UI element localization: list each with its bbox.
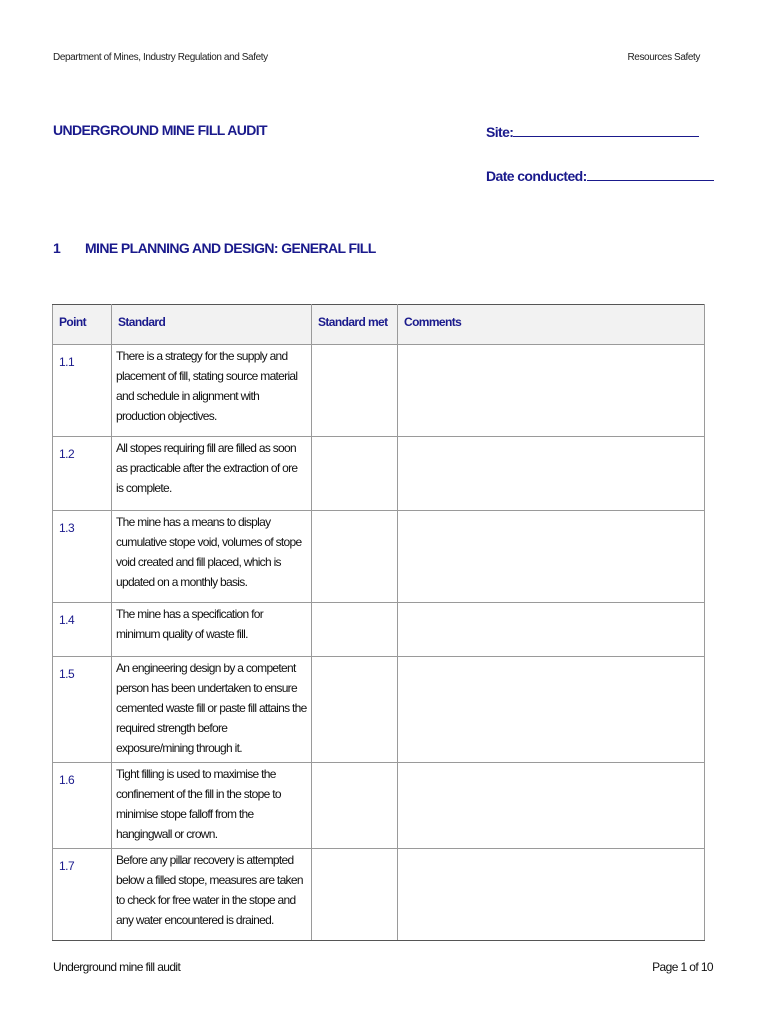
point-cell: 1.5	[53, 657, 112, 763]
table-row	[53, 603, 705, 657]
column-header-standard: Standard	[112, 305, 312, 345]
standard-met-cell[interactable]	[312, 657, 398, 763]
standard-cell: There is a strategy for the supply and placement of fill, stating source material and schedule in alignment with production objectives.	[112, 345, 312, 437]
page-footer-title: Underground mine fill audit	[53, 960, 181, 974]
standard-met-cell[interactable]	[312, 345, 398, 437]
comments-cell[interactable]	[398, 345, 705, 437]
standard-met-cell[interactable]	[312, 511, 398, 603]
point-cell: 1.3	[53, 511, 112, 603]
comments-cell[interactable]	[398, 603, 705, 657]
page-header-department: Department of Mines, Industry Regulation and Safety	[53, 52, 268, 63]
standard-cell: Tight filling is used to maximise the confinement of the fill in the stope to minimise stope falloff from the hangingwall or crown.	[112, 763, 312, 849]
comments-cell[interactable]	[398, 511, 705, 603]
page-header-division: Resources Safety	[627, 52, 700, 63]
standard-cell: Before any pillar recovery is attempted below a filled stope, measures are taken to check for free water in the stope and any water encountered is drained.	[112, 849, 312, 941]
table-row	[53, 511, 705, 603]
comments-cell[interactable]	[398, 437, 705, 511]
standard-cell: An engineering design by a competent person has been undertaken to ensure cemented waste fill or paste fill attains the required strength before exposure/mining through it.	[112, 657, 312, 763]
table-row	[53, 657, 705, 763]
table-row	[53, 849, 705, 941]
standard-cell: The mine has a means to display cumulative stope void, volumes of stope void created and fill placed, which is updated on a monthly basis.	[112, 511, 312, 603]
comments-cell[interactable]	[398, 763, 705, 849]
audit-table	[52, 304, 705, 941]
standard-cell: The mine has a specification for minimum quality of waste fill.	[112, 603, 312, 657]
section-heading	[53, 240, 376, 256]
site-label: Site:	[486, 124, 514, 140]
column-header-comments: Comments	[398, 305, 705, 345]
section-title: MINE PLANNING AND DESIGN: GENERAL FILL	[85, 240, 376, 256]
standard-met-cell[interactable]	[312, 603, 398, 657]
table-row	[53, 345, 705, 437]
date-conducted-field	[486, 166, 714, 184]
page-number: Page 1 of 10	[652, 960, 713, 974]
point-cell: 1.7	[53, 849, 112, 941]
date-conducted-label: Date conducted:	[486, 168, 587, 184]
table-row	[53, 763, 705, 849]
section-number: 1	[53, 240, 61, 256]
document-title: UNDERGROUND MINE FILL AUDIT	[53, 122, 268, 138]
point-cell: 1.1	[53, 345, 112, 437]
standard-met-cell[interactable]	[312, 437, 398, 511]
point-cell: 1.2	[53, 437, 112, 511]
comments-cell[interactable]	[398, 849, 705, 941]
site-blank-line	[513, 122, 699, 137]
site-field	[486, 122, 714, 140]
table-row	[53, 437, 705, 511]
comments-cell[interactable]	[398, 657, 705, 763]
point-cell: 1.6	[53, 763, 112, 849]
column-header-point: Point	[53, 305, 112, 345]
standard-met-cell[interactable]	[312, 849, 398, 941]
point-cell: 1.4	[53, 603, 112, 657]
column-header-standard-met: Standard met	[312, 305, 398, 345]
table-header-row	[53, 305, 705, 345]
standard-cell: All stopes requiring fill are filled as soon as practicable after the extraction of ore is complete.	[112, 437, 312, 511]
standard-met-cell[interactable]	[312, 763, 398, 849]
date-blank-line	[587, 166, 714, 181]
